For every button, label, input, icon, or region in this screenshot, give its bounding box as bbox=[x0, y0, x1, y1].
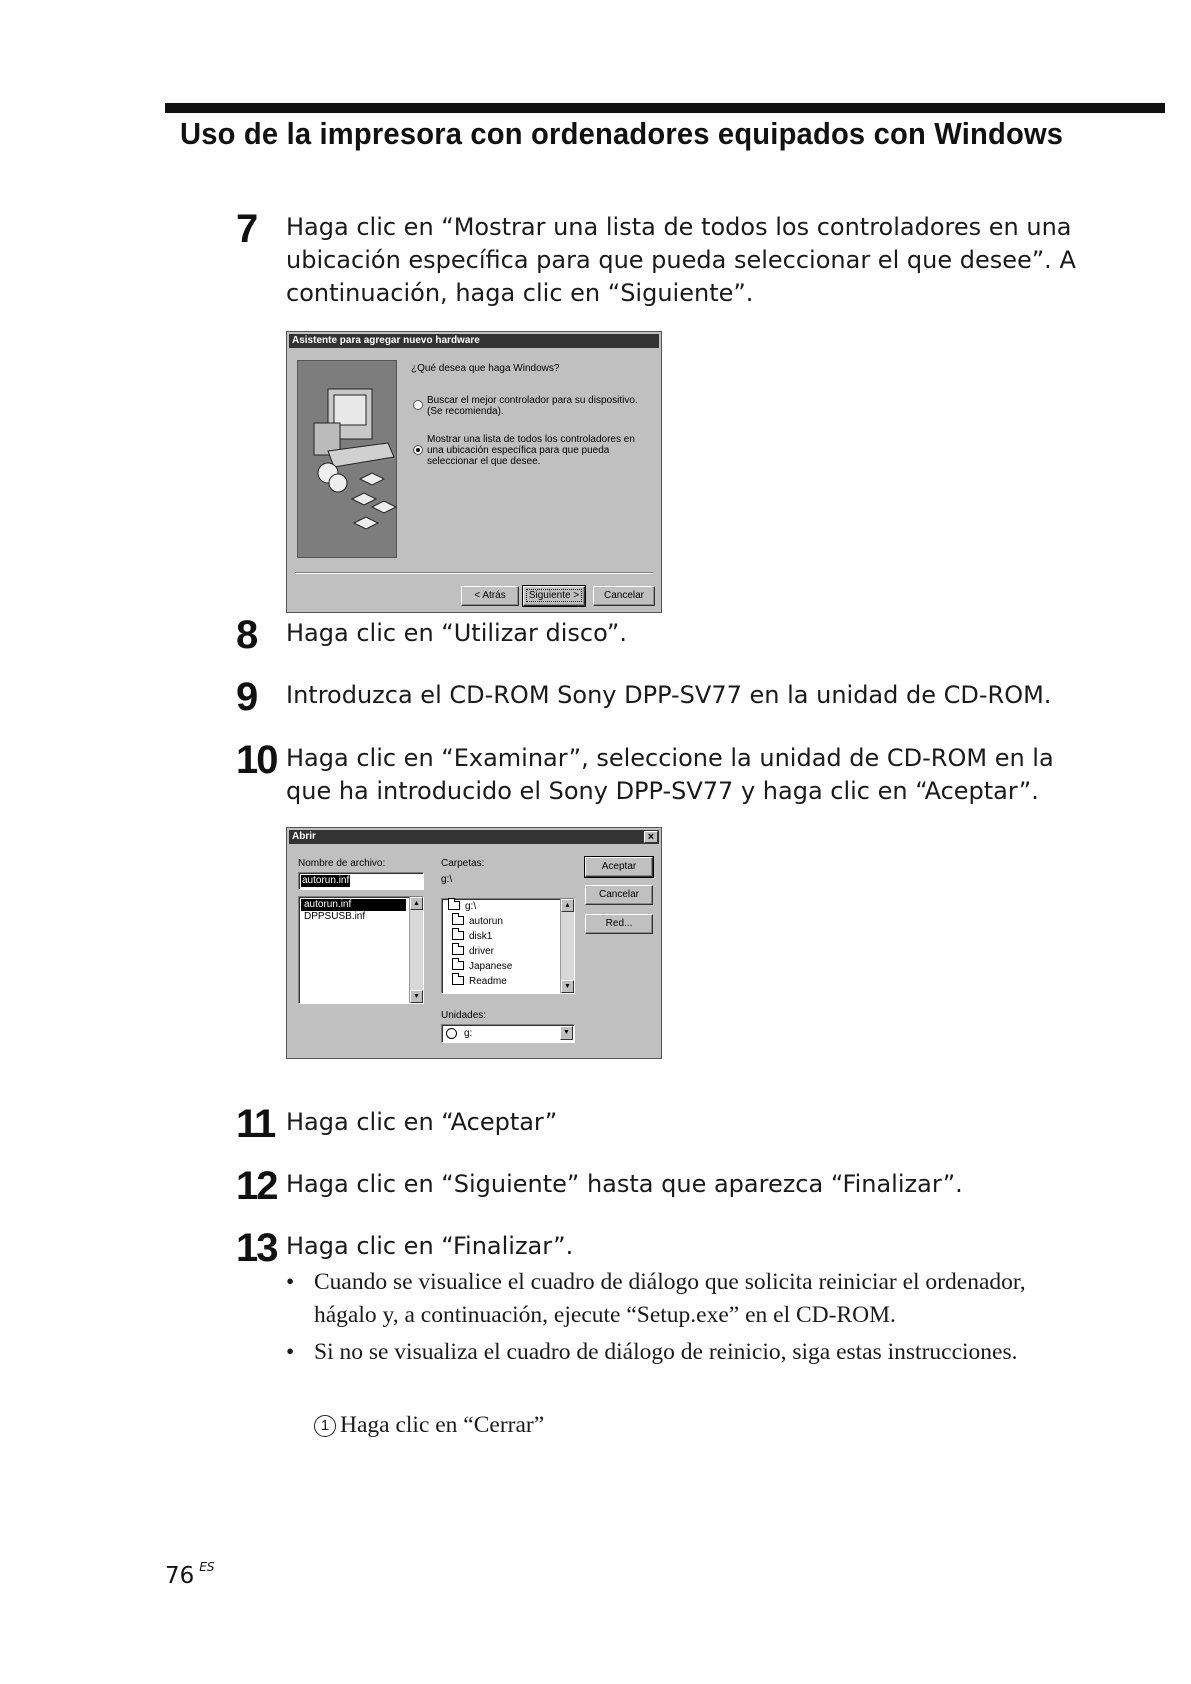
folder-list[interactable] bbox=[441, 898, 575, 994]
wizard-illustration bbox=[297, 360, 397, 558]
header-rule bbox=[165, 103, 1165, 113]
folders-path: g:\ bbox=[441, 874, 453, 885]
option-search-best-label[interactable]: Buscar el mejor controlador para su dispositivo. (Se recomienda). bbox=[427, 395, 638, 417]
dialog-title bbox=[289, 830, 659, 844]
step-text: Introduzca el CD-ROM Sony DPP-SV77 en la unidad de CD-ROM. bbox=[286, 681, 1052, 709]
step-text: Haga clic en “Utilizar disco”. bbox=[286, 619, 627, 647]
step-text: Haga clic en “Finalizar”. bbox=[286, 1232, 574, 1260]
open-folder-icon bbox=[448, 901, 460, 910]
option-search-best-radio[interactable] bbox=[413, 400, 423, 410]
page-language: ES bbox=[199, 1560, 215, 1574]
next-button[interactable] bbox=[523, 586, 585, 606]
list-item[interactable]: g:\ bbox=[448, 901, 476, 913]
step-number: 7 bbox=[236, 207, 257, 251]
drive-select[interactable] bbox=[441, 1024, 575, 1043]
scroll-down-icon[interactable]: ▼ bbox=[410, 990, 423, 1003]
drives-label: Unidades: bbox=[441, 1010, 487, 1021]
step-number: 13 bbox=[236, 1226, 277, 1270]
computer-and-disks-icon bbox=[298, 361, 398, 559]
bullet-glyph: • bbox=[286, 1269, 295, 1295]
option-show-list-radio[interactable] bbox=[413, 445, 423, 455]
step-number: 9 bbox=[236, 675, 257, 719]
section-title: Uso de la impresora con ordenadores equipados con Windows bbox=[180, 116, 1064, 151]
circled-number: 1 bbox=[314, 1415, 336, 1437]
dialog-title: Asistente para agregar nuevo hardware bbox=[289, 334, 659, 348]
dropdown-arrow-icon[interactable]: ▼ bbox=[560, 1026, 573, 1040]
file-name-value: autorun.inf bbox=[302, 875, 350, 886]
list-item[interactable]: driver bbox=[452, 946, 494, 958]
step-text: Haga clic en “Aceptar” bbox=[286, 1108, 558, 1136]
folder-list-scrollbar[interactable] bbox=[560, 899, 574, 993]
list-item[interactable]: autorun.inf bbox=[301, 899, 406, 911]
dialog-separator bbox=[295, 572, 653, 574]
step-text: Haga clic en “Mostrar una lista de todos los controladores en una ubicación específica para que pueda seleccionar el que desee”. A continuación, haga clic en “Siguiente”. bbox=[286, 213, 1076, 307]
folder-icon bbox=[452, 916, 464, 925]
file-name-input[interactable] bbox=[298, 872, 424, 890]
folder-icon bbox=[452, 961, 464, 970]
list-item[interactable]: disk1 bbox=[452, 931, 492, 943]
folder-icon bbox=[452, 931, 464, 940]
step-number: 11 bbox=[236, 1102, 275, 1146]
step-number: 12 bbox=[236, 1164, 277, 1208]
next-button-label: Siguiente > bbox=[528, 590, 580, 601]
scroll-down-icon[interactable]: ▼ bbox=[561, 980, 574, 993]
scroll-up-icon[interactable]: ▲ bbox=[561, 899, 574, 912]
open-file-dialog bbox=[286, 827, 662, 1059]
bullet-text: Si no se visualiza el cuadro de diálogo de reinicio, siga estas instrucciones. bbox=[314, 1339, 1018, 1365]
file-list[interactable] bbox=[298, 896, 424, 1004]
list-item[interactable]: Readme bbox=[452, 976, 507, 988]
folder-icon bbox=[452, 946, 464, 955]
folders-label: Carpetas: bbox=[441, 858, 485, 869]
step-number: 8 bbox=[236, 613, 257, 657]
back-button[interactable]: < Atrás bbox=[461, 586, 519, 606]
bullet-glyph: • bbox=[286, 1339, 295, 1365]
list-item[interactable]: autorun bbox=[452, 916, 503, 928]
bullet-text: Cuando se visualice el cuadro de diálogo que solicita reiniciar el ordenador, hágalo y, a continuación, ejecute “Setup.exe” en el CD-ROM. bbox=[314, 1269, 1026, 1328]
drive-value: g: bbox=[464, 1028, 473, 1039]
add-hardware-wizard-dialog bbox=[286, 331, 662, 613]
step-number: 10 bbox=[236, 738, 277, 782]
cancel-button[interactable]: Cancelar bbox=[593, 586, 655, 606]
dialog-title-text: Abrir bbox=[292, 831, 316, 842]
folder-icon bbox=[452, 976, 464, 985]
page-footer bbox=[165, 1560, 214, 1589]
sub-step-text: Haga clic en “Cerrar” bbox=[340, 1412, 545, 1438]
step-text: Haga clic en “Examinar”, seleccione la unidad de CD-ROM en la que ha introducido el Sony DPP-SV77 y haga clic en “Aceptar”. bbox=[286, 744, 1054, 805]
scroll-up-icon[interactable]: ▲ bbox=[410, 897, 423, 910]
file-list-scrollbar[interactable] bbox=[409, 897, 423, 1003]
page-number: 76 bbox=[165, 1563, 195, 1589]
list-item[interactable]: DPPSUSB.inf bbox=[304, 911, 366, 922]
cancel-button[interactable]: Cancelar bbox=[585, 885, 653, 905]
option-show-list-label[interactable]: Mostrar una lista de todos los controladores en una ubicación específica para que pueda seleccionar el que desee. bbox=[427, 434, 635, 467]
ok-button[interactable]: Aceptar bbox=[585, 857, 653, 877]
close-icon[interactable]: × bbox=[644, 831, 658, 843]
list-item[interactable]: Japanese bbox=[452, 961, 512, 973]
network-button[interactable]: Red... bbox=[585, 914, 653, 934]
cd-drive-icon bbox=[446, 1028, 457, 1039]
wizard-question: ¿Qué desea que haga Windows? bbox=[411, 363, 560, 374]
sub-step bbox=[314, 1409, 544, 1442]
file-name-label: Nombre de archivo: bbox=[298, 858, 386, 869]
step-text: Haga clic en “Siguiente” hasta que aparezca “Finalizar”. bbox=[286, 1170, 963, 1198]
